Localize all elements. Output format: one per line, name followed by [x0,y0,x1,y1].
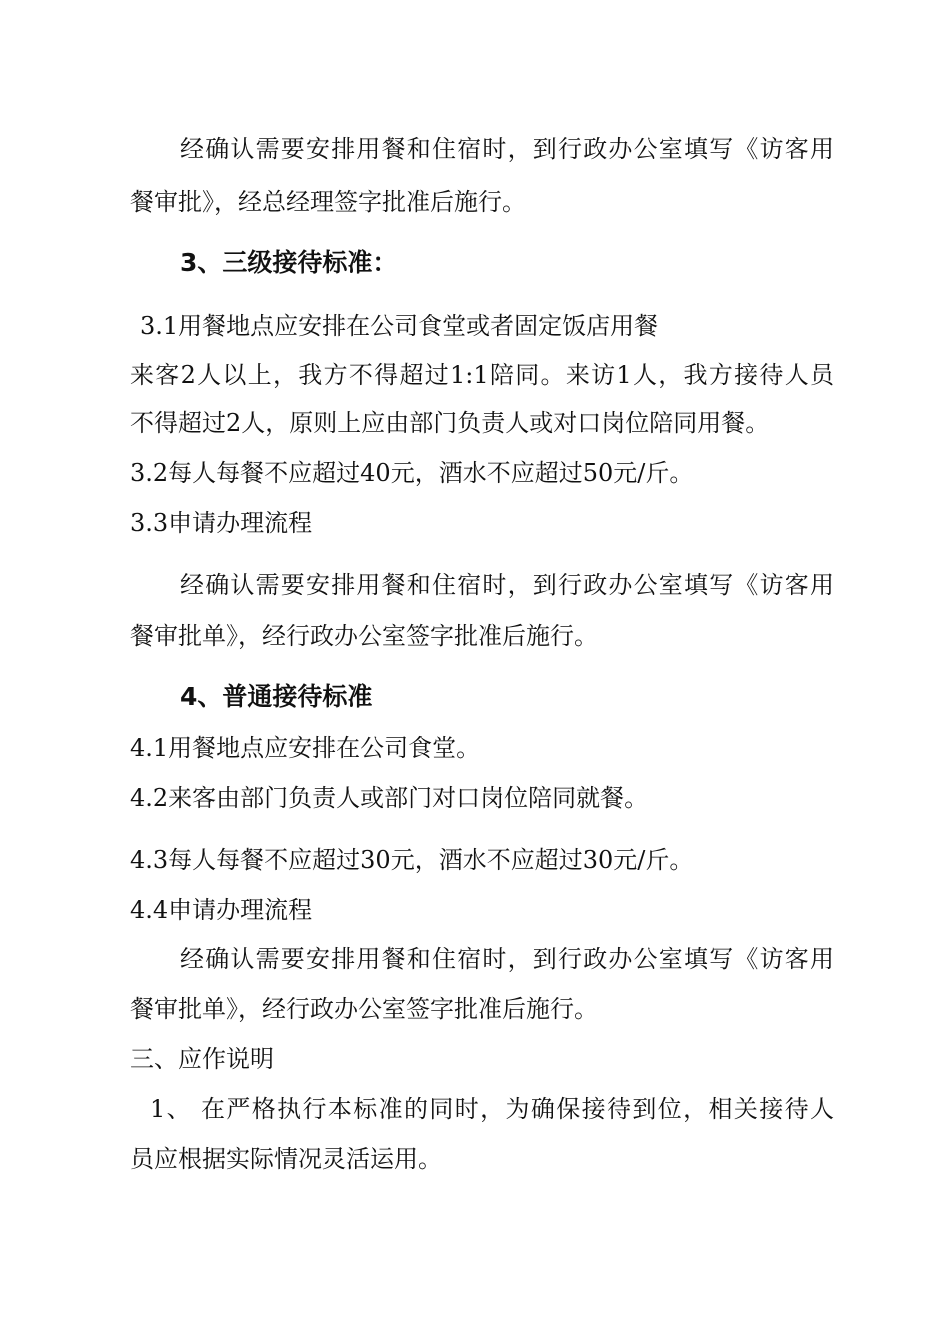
part-3-heading: 三、应作说明 [130,1045,274,1073]
s3-procedure-line1: 经确认需要安排用餐和住宿时，到行政办公室填写《访客用 [180,571,834,599]
s3-2-line: 3.2每人每餐不应超过40元，酒水不应超过50元/斤。 [130,459,694,487]
s3-procedure-line2: 餐审批单》，经行政办公室签字批准后施行。 [130,622,598,650]
s3-1-line-b: 来客2人以上，我方不得超过1:1陪同。来访1人，我方接待人员 [130,361,834,389]
s3-3-line: 3.3申请办理流程 [130,509,313,537]
s3-1-line-a: 3.1用餐地点应安排在公司食堂或者固定饭店用餐 [140,312,659,340]
s4-procedure-line1: 经确认需要安排用餐和住宿时，到行政办公室填写《访客用 [180,945,834,973]
section-3-heading: 3、三级接待标准： [180,248,398,277]
part-3-item-1-line1: 1、 在严格执行本标准的同时，为确保接待到位，相关接待人 [150,1095,834,1123]
s2-procedure-line2: 餐审批》，经总经理签字批准后施行。 [130,188,526,216]
s4-procedure-line2: 餐审批单》，经行政办公室签字批准后施行。 [130,995,598,1023]
s3-1-line-c: 不得超过2人，原则上应由部门负责人或对口岗位陪同用餐。 [130,409,770,437]
s4-3-line: 4.3每人每餐不应超过30元，酒水不应超过30元/斤。 [130,846,694,874]
part-3-item-1-line2: 员应根据实际情况灵活运用。 [130,1145,442,1173]
section-4-heading: 4、普通接待标准 [180,682,373,711]
s4-4-line: 4.4申请办理流程 [130,896,313,924]
s2-procedure-line1: 经确认需要安排用餐和住宿时，到行政办公室填写《访客用 [180,135,834,163]
s4-2-line: 4.2来客由部门负责人或部门对口岗位陪同就餐。 [130,784,649,812]
s4-1-line: 4.1用餐地点应安排在公司食堂。 [130,734,481,762]
